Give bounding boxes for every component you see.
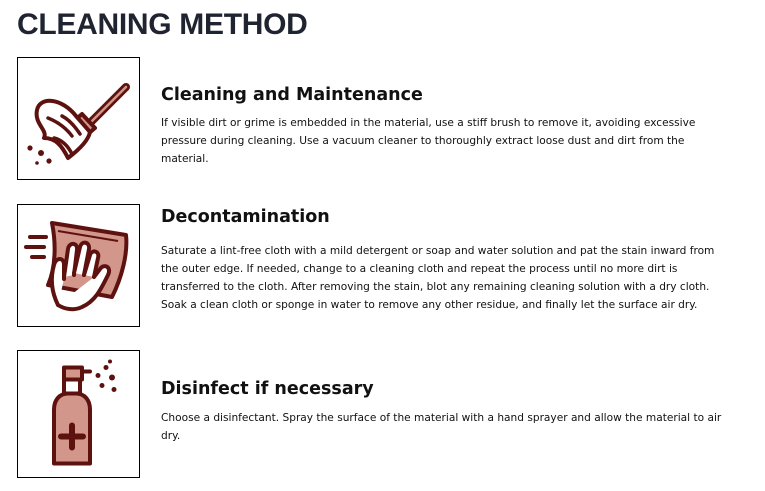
section-title: Decontamination [161, 207, 330, 227]
spray-bottle-icon [18, 351, 139, 477]
section-disinfect [17, 350, 757, 478]
section-cleaning-maintenance [17, 57, 757, 181]
section-body: Choose a disinfectant. Spray the surface of the material with a hand sprayer and allow the material to air dry. [161, 412, 722, 442]
page-title: CLEANING METHOD [17, 8, 308, 41]
section-title: Disinfect if necessary [161, 379, 374, 399]
section-title: Cleaning and Maintenance [161, 85, 423, 105]
section-decontamination [17, 204, 757, 328]
section-body: If visible dirt or grime is embedded in the material, use a stiff brush to remove it, avoiding excessive pressure during cleaning. Use a vacuum cleaner to thoroughly extract loose dust and dirt from the material. [161, 117, 696, 165]
broom-icon [18, 58, 139, 179]
hand-wiping-cloth-icon [18, 205, 139, 326]
icon-frame [17, 57, 140, 180]
icon-frame [17, 350, 140, 478]
section-body: Saturate a lint-free cloth with a mild detergent or soap and water solution and pat the stain inward from the outer edge. If needed, change to a cleaning cloth and repeat the process until no more dirt is transferred to the cloth. After removing the stain, blot any remaining cleaning solution with a dry cloth. Soak a clean cloth or sponge in water to remove any other residue, and finally let the surface air dry. [161, 245, 715, 311]
icon-frame [17, 204, 140, 327]
